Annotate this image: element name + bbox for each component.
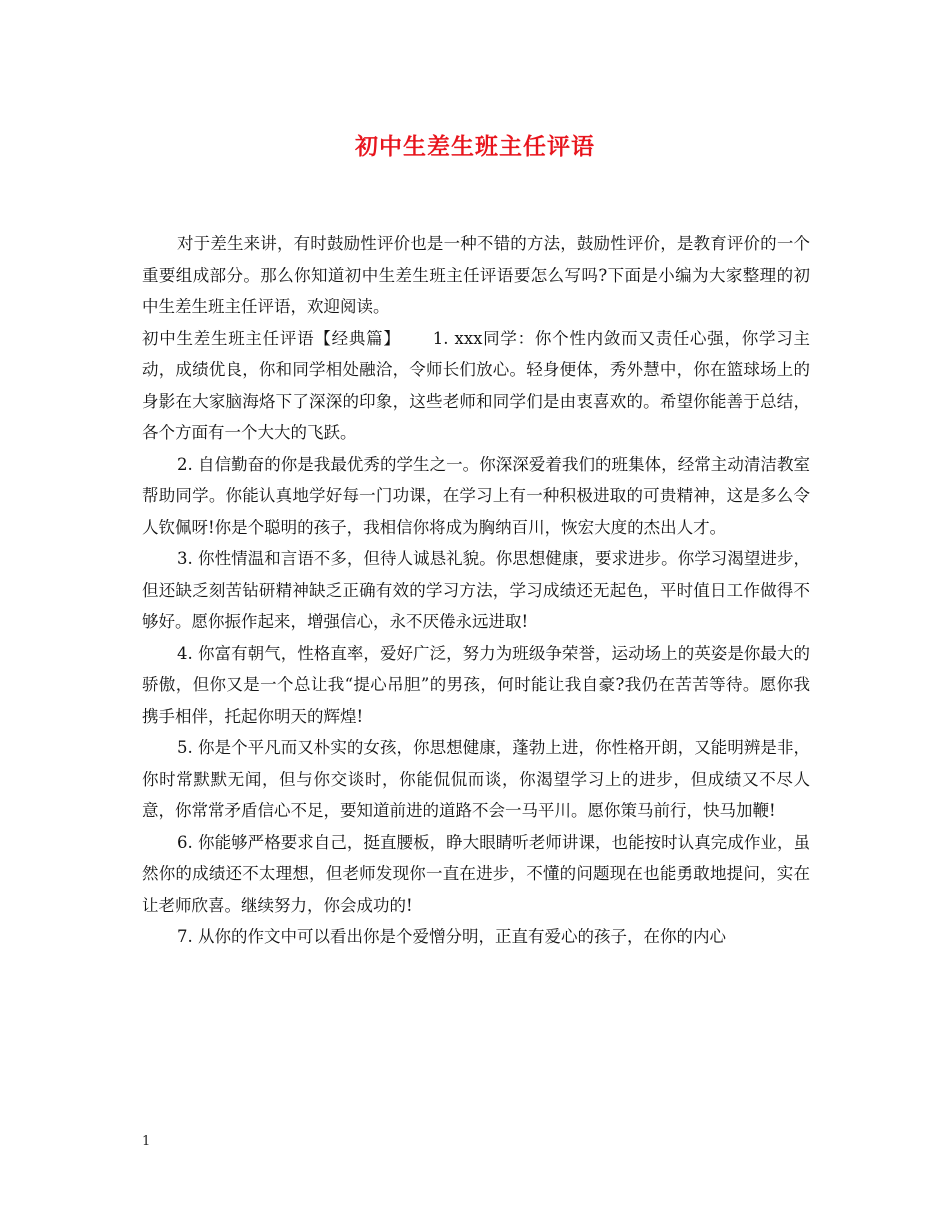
paragraph-intro: 对于差生来讲，有时鼓励性评价也是一种不错的方法，鼓励性评价，是教育评价的一个重要组成部分。那么你知道初中生差生班主任评语要怎么写吗?下面是小编为大家整理的初中生差生班主任评语，欢迎阅读。 bbox=[142, 234, 810, 316]
paragraph-item-7: 7. 从你的作文中可以看出你是个爱憎分明，正直有爱心的孩子，在你的内心 bbox=[177, 927, 726, 946]
page-title: 初中生差生班主任评语 bbox=[355, 133, 595, 160]
page-number: 1 bbox=[142, 1134, 151, 1149]
paragraph-item-5: 5. 你是个平凡而又朴实的女孩，你思想健康，蓬勃上进，你性格开朗，又能明辨是非，你时常默默无闻，但与你交谈时，你能侃侃而谈，你渴望学习上的进步，但成绩又不尽人意，你常常矛盾信心不足，要知道前进的道路不会一马平川。愿你策马前行，快马加鞭! bbox=[142, 738, 810, 820]
document-body bbox=[142, 228, 810, 953]
paragraph-item-3: 3. 你性情温和言语不多，但待人诚恳礼貌。你思想健康，要求进步。你学习渴望进步，但还缺乏刻苦钻研精神缺乏正确有效的学习方法，学习成绩还无起色，平时值日工作做得不够好。愿你振作起来，增强信心，永不厌倦永远进取! bbox=[142, 549, 810, 631]
paragraph-item-1: 初中生差生班主任评语【经典篇】 1. xxx同学：你个性内敛而又责任心强，你学习主动，成绩优良，你和同学相处融洽，令师长们放心。轻身便体，秀外慧中，你在篮球场上的身影在大家脑海烙下了深深的印象，这些老师和同学们是由衷喜欢的。希望你能善于总结，各个方面有一个大大的飞跃。 bbox=[142, 328, 810, 442]
paragraph-item-6: 6. 你能够严格要求自己，挺直腰板，睁大眼睛听老师讲课，也能按时认真完成作业，虽然你的成绩还不太理想，但老师发现你一直在进步，不懂的问题现在也能勇敢地提问，实在让老师欣喜。继续努力，你会成功的! bbox=[142, 832, 810, 915]
paragraph-item-2: 2. 自信勤奋的你是我最优秀的学生之一。你深深爱着我们的班集体，经常主动清洁教室帮助同学。你能认真地学好每一门功课，在学习上有一种积极进取的可贵精神，这是多么令人钦佩呀!你是个聪明的孩子，我相信你将成为胸纳百川，恢宏大度的杰出人才。 bbox=[142, 454, 810, 537]
paragraph-item-4: 4. 你富有朝气，性格直率，爱好广泛，努力为班级争荣誉，运动场上的英姿是你最大的骄傲，但你又是一个总让我“提心吊胆”的男孩，何时能让我自豪?我仍在苦苦等待。愿你我携手相伴，托起你明天的辉煌! bbox=[142, 643, 810, 726]
